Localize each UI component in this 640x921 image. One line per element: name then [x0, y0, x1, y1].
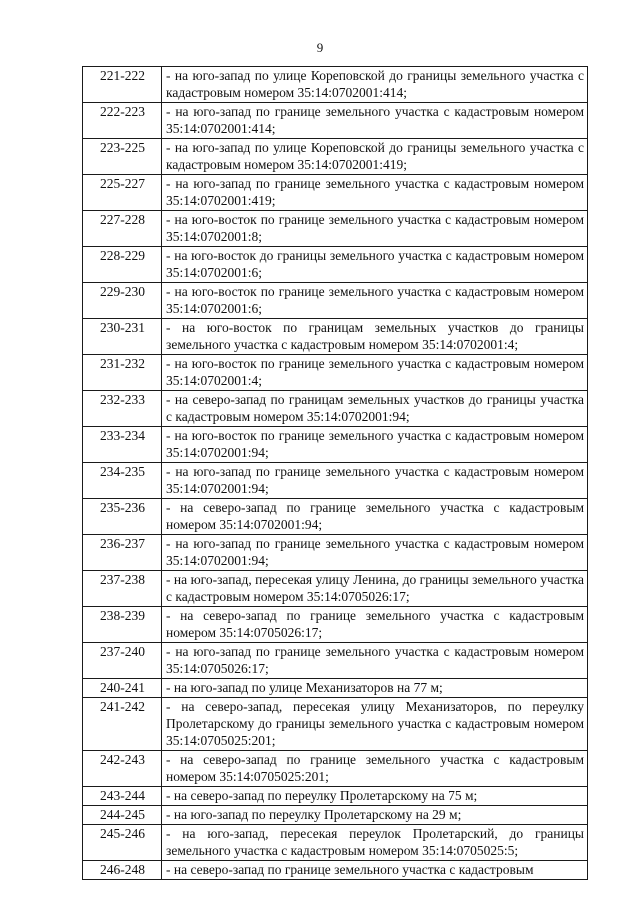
table-row — [83, 571, 588, 607]
segment-cell: 223-225 — [83, 139, 162, 175]
segment-cell: 245-246 — [83, 825, 162, 861]
table-row — [83, 698, 588, 751]
table-row — [83, 535, 588, 571]
description-cell: - на юго-восток по границе земельного участка с кадастровым номером 35:14:0702001:6; — [162, 283, 588, 319]
segment-cell: 244-245 — [83, 806, 162, 825]
segment-cell: 233-234 — [83, 427, 162, 463]
description-cell: - на северо-запад по границе земельного участка с кадастровым — [162, 861, 588, 880]
segment-cell: 241-242 — [83, 698, 162, 751]
description-cell: - на северо-запад по границе земельного участка с кадастровым номером 35:14:0702001:94; — [162, 499, 588, 535]
segment-cell: 236-237 — [83, 535, 162, 571]
description-cell: - на северо-запад по границе земельного участка с кадастровым номером 35:14:0705025:201; — [162, 751, 588, 787]
table-row — [83, 283, 588, 319]
table-row — [83, 825, 588, 861]
segment-cell: 240-241 — [83, 679, 162, 698]
table-row — [83, 787, 588, 806]
description-cell: - на юго-восток по границе земельного участка с кадастровым номером 35:14:0702001:8; — [162, 211, 588, 247]
description-cell: - на юго-запад по улице Кореповской до границы земельного участка с кадастровым номером 35:14:0702001:419; — [162, 139, 588, 175]
table-body — [83, 67, 588, 880]
segment-cell: 242-243 — [83, 751, 162, 787]
table-row — [83, 103, 588, 139]
table-row — [83, 427, 588, 463]
description-cell: - на юго-запад, пересекая переулок Пролетарский, до границы земельного участка с кадастровым номером 35:14:0705025:5; — [162, 825, 588, 861]
table-row — [83, 175, 588, 211]
table-row — [83, 679, 588, 698]
table-row — [83, 861, 588, 880]
table-row — [83, 319, 588, 355]
table-row — [83, 499, 588, 535]
description-cell: - на юго-запад по границе земельного участка с кадастровым номером 35:14:0702001:419; — [162, 175, 588, 211]
segment-cell: 246-248 — [83, 861, 162, 880]
segment-cell: 222-223 — [83, 103, 162, 139]
description-cell: - на юго-восток по границе земельного участка с кадастровым номером 35:14:0702001:94; — [162, 427, 588, 463]
description-cell: - на юго-восток до границы земельного участка с кадастровым номером 35:14:0702001:6; — [162, 247, 588, 283]
segment-cell: 237-240 — [83, 643, 162, 679]
segment-cell: 232-233 — [83, 391, 162, 427]
table-row — [83, 463, 588, 499]
segment-cell: 228-229 — [83, 247, 162, 283]
description-cell: - на юго-восток по границам земельных участков до границы земельного участка с кадастровым номером 35:14:0702001:4; — [162, 319, 588, 355]
table-row — [83, 211, 588, 247]
boundary-description-table — [82, 66, 588, 880]
table-row — [83, 391, 588, 427]
table-row — [83, 806, 588, 825]
segment-cell: 225-227 — [83, 175, 162, 211]
description-cell: - на юго-запад по границе земельного участка с кадастровым номером 35:14:0705026:17; — [162, 643, 588, 679]
segment-cell: 231-232 — [83, 355, 162, 391]
segment-cell: 237-238 — [83, 571, 162, 607]
description-cell: - на северо-запад по переулку Пролетарскому на 75 м; — [162, 787, 588, 806]
segment-cell: 234-235 — [83, 463, 162, 499]
description-cell: - на юго-запад по границе земельного участка с кадастровым номером 35:14:0702001:94; — [162, 535, 588, 571]
page-number: 9 — [316, 40, 324, 55]
segment-cell: 243-244 — [83, 787, 162, 806]
table-row — [83, 607, 588, 643]
description-cell: - на юго-запад, пересекая улицу Ленина, до границы земельного участка с кадастровым номером 35:14:0705026:17; — [162, 571, 588, 607]
description-cell: - на юго-запад по улице Механизаторов на 77 м; — [162, 679, 588, 698]
description-cell: - на северо-запад по границам земельных участков до границы участка с кадастровым номером 35:14:0702001:94; — [162, 391, 588, 427]
table-row — [83, 139, 588, 175]
segment-cell: 235-236 — [83, 499, 162, 535]
segment-cell: 227-228 — [83, 211, 162, 247]
table-row — [83, 247, 588, 283]
table-row — [83, 643, 588, 679]
segment-cell: 221-222 — [83, 67, 162, 103]
description-cell: - на северо-запад по границе земельного участка с кадастровым номером 35:14:0705026:17; — [162, 607, 588, 643]
segment-cell: 229-230 — [83, 283, 162, 319]
description-cell: - на юго-запад по границе земельного участка с кадастровым номером 35:14:0702001:414; — [162, 103, 588, 139]
description-cell: - на юго-запад по переулку Пролетарскому на 29 м; — [162, 806, 588, 825]
segment-cell: 238-239 — [83, 607, 162, 643]
description-cell: - на юго-запад по улице Кореповской до границы земельного участка с кадастровым номером 35:14:0702001:414; — [162, 67, 588, 103]
description-cell: - на юго-запад по границе земельного участка с кадастровым номером 35:14:0702001:94; — [162, 463, 588, 499]
table-row — [83, 355, 588, 391]
table-row — [83, 67, 588, 103]
table-row — [83, 751, 588, 787]
description-cell: - на северо-запад, пересекая улицу Механизаторов, по переулку Пролетарскому до границы земельного участка с кадастровым номером 35:14:0705025:201; — [162, 698, 588, 751]
description-cell: - на юго-восток по границе земельного участка с кадастровым номером 35:14:0702001:4; — [162, 355, 588, 391]
segment-cell: 230-231 — [83, 319, 162, 355]
